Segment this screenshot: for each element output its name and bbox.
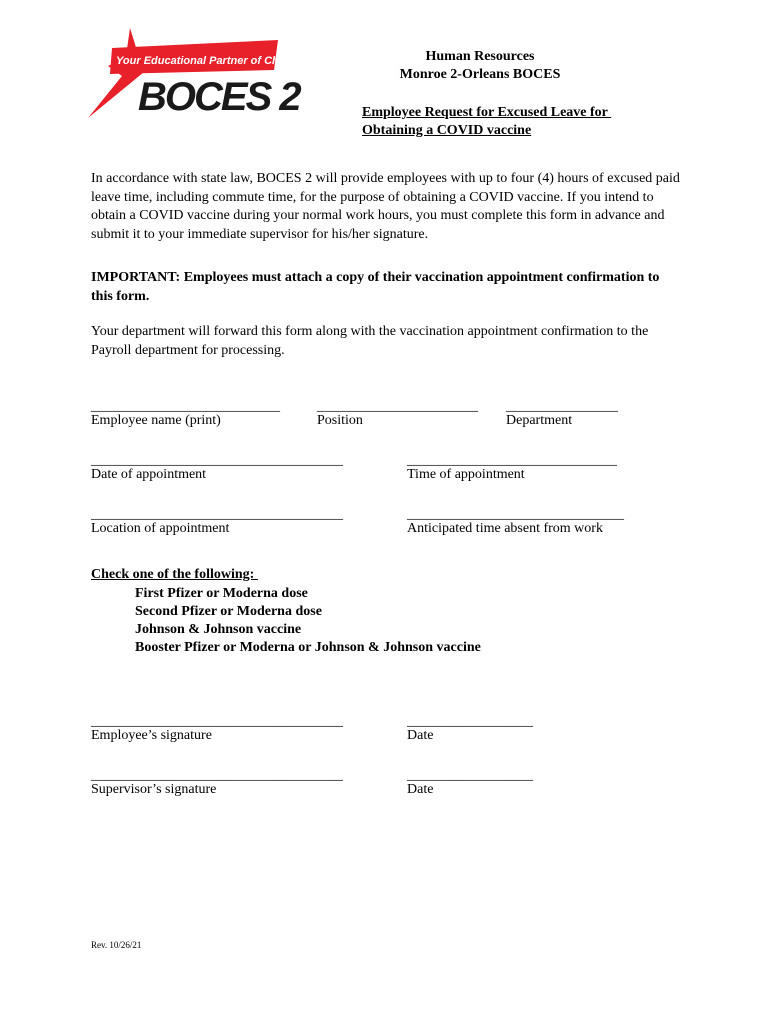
location-of-appointment-label: Location of appointment bbox=[91, 521, 230, 536]
time-of-appointment-label: Time of appointment bbox=[407, 467, 525, 482]
option-first-dose[interactable] bbox=[91, 585, 308, 603]
supervisor-signature-label: Supervisor’s signature bbox=[91, 782, 217, 797]
option-jj-vaccine[interactable] bbox=[91, 621, 301, 639]
form-title-line2: Obtaining a COVID vaccine bbox=[362, 123, 532, 138]
form-title-line1: Employee Request for Excused Leave for bbox=[362, 105, 612, 120]
position-label: Position bbox=[317, 413, 363, 428]
option-label: Second Pfizer or Moderna dose bbox=[135, 604, 322, 619]
time-of-appointment-line[interactable]: ______________________________ bbox=[407, 453, 617, 468]
location-of-appointment-line[interactable]: ____________________________________ bbox=[91, 507, 343, 522]
department-label: Department bbox=[506, 413, 573, 428]
logo-tagline: Your Educational Partner of Choice bbox=[116, 55, 301, 67]
intro-paragraph: In accordance with state law, BOCES 2 will provide employees with up to four (4) hours of excused paid leave time, including commute time, for the purpose of obtaining a COVID vaccine. If you intend to obtain a COVID vaccine during your normal work hours, you must complete this form in advance and submit it to your immediate supervisor for his/her signature. bbox=[91, 171, 680, 242]
supervisor-signature-line[interactable]: ____________________________________ bbox=[91, 768, 343, 783]
revision-date: Rev. 10/26/21 bbox=[91, 940, 142, 950]
department-line[interactable]: ________________ bbox=[506, 399, 618, 414]
option-label: Booster Pfizer or Moderna or Johnson & Johnson vaccine bbox=[135, 640, 481, 655]
supervisor-signature-date-line[interactable]: __________________ bbox=[407, 768, 533, 783]
important-note: IMPORTANT: Employees must attach a copy of their vaccination appointment confirmation to this form. bbox=[91, 270, 660, 304]
employee-signature-date-line[interactable]: __________________ bbox=[407, 714, 533, 729]
position-line[interactable]: _______________________ bbox=[317, 399, 478, 414]
date-of-appointment-label: Date of appointment bbox=[91, 467, 207, 482]
logo-wordmark: BOCES 2 bbox=[138, 75, 300, 119]
header-department: Human Resources bbox=[425, 49, 535, 64]
boces2-logo bbox=[82, 26, 301, 122]
supervisor-signature-date-label: Date bbox=[407, 782, 434, 797]
employee-name-label: Employee name (print) bbox=[91, 413, 221, 428]
option-booster[interactable] bbox=[91, 639, 481, 657]
employee-signature-line[interactable]: ____________________________________ bbox=[91, 714, 343, 729]
anticipated-time-absent-line[interactable]: _______________________________ bbox=[407, 507, 624, 522]
employee-signature-date-label: Date bbox=[407, 728, 434, 743]
check-heading: Check one of the following: bbox=[91, 567, 258, 582]
option-label: First Pfizer or Moderna dose bbox=[135, 586, 308, 601]
date-of-appointment-line[interactable]: ____________________________________ bbox=[91, 453, 343, 468]
option-label: Johnson & Johnson vaccine bbox=[135, 622, 302, 637]
header-organization: Monroe 2-Orleans BOCES bbox=[399, 67, 561, 82]
option-second-dose[interactable] bbox=[91, 603, 322, 621]
forward-instructions: Your department will forward this form along with the vaccination appointment confirmation to the Payroll department for processing. bbox=[91, 324, 649, 358]
employee-name-line[interactable]: ___________________________ bbox=[91, 399, 280, 414]
employee-signature-label: Employee’s signature bbox=[91, 728, 212, 743]
anticipated-time-absent-label: Anticipated time absent from work bbox=[407, 521, 603, 536]
boces2-logo-graphic bbox=[82, 26, 301, 122]
